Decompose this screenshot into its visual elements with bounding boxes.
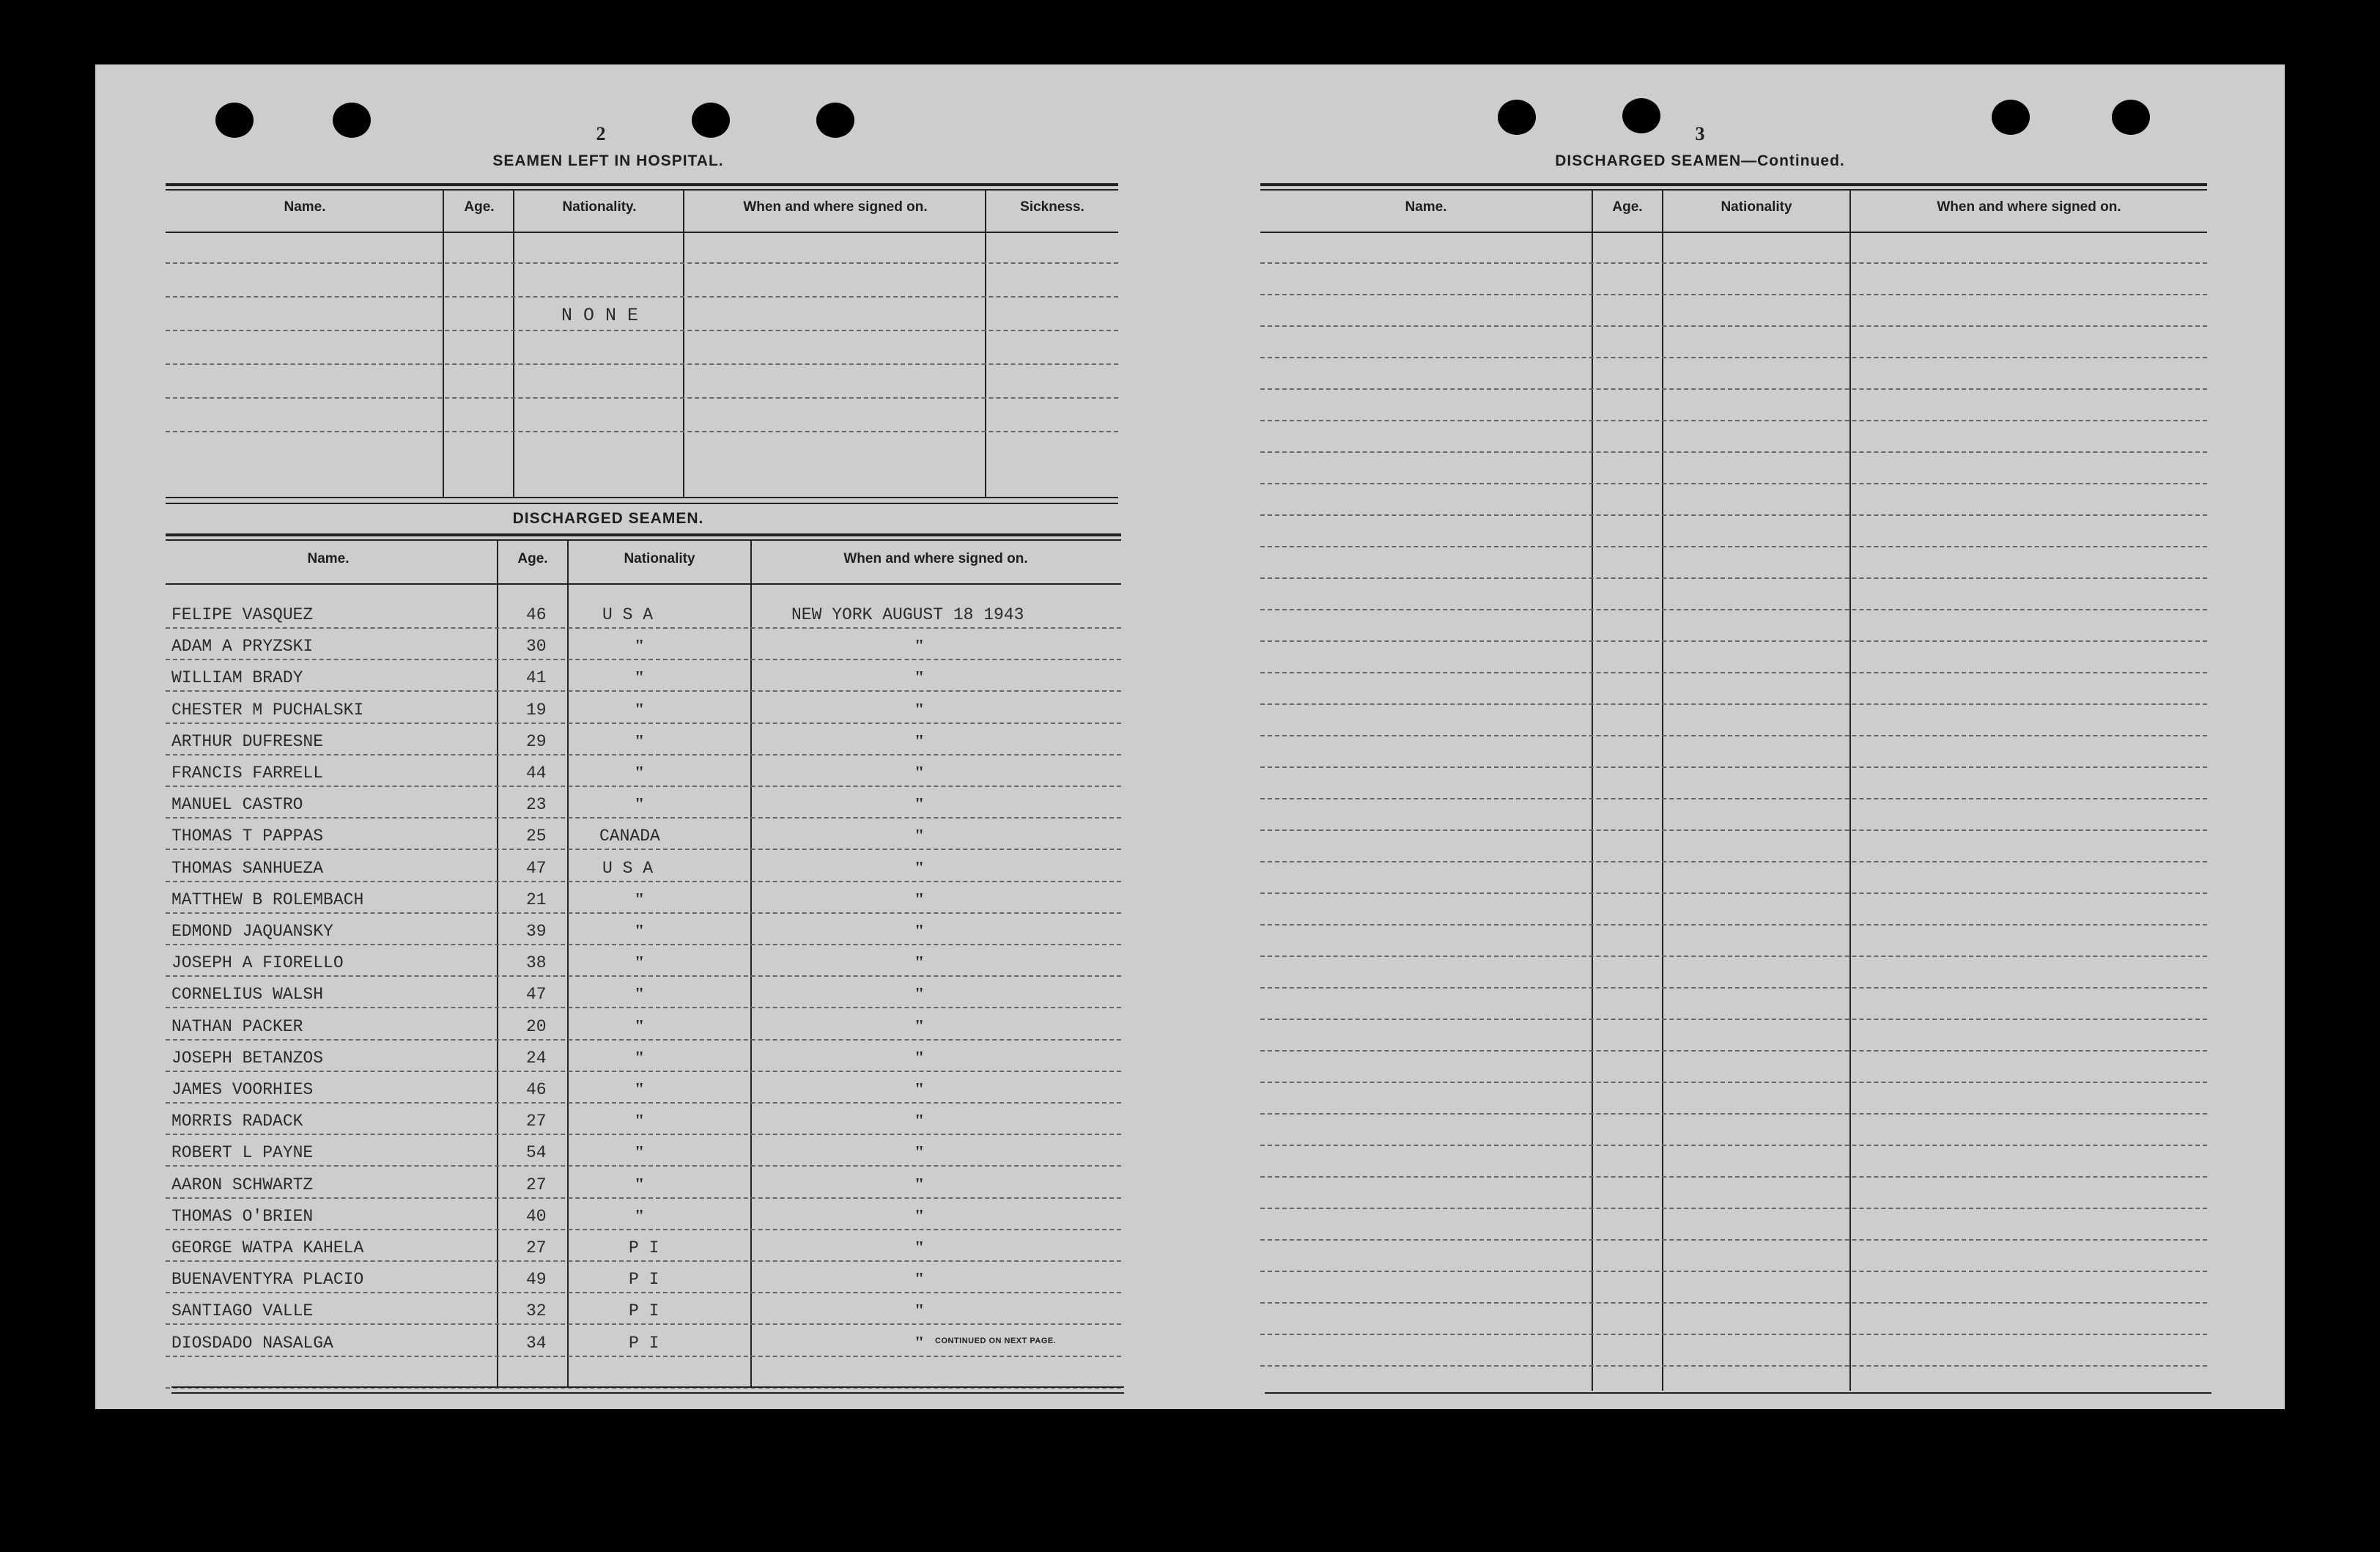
seaman-age: 20 [526,1016,547,1036]
ruled-line [1260,1176,2207,1178]
seaman-nationality: P I [629,1270,659,1290]
discharged-section-title: DISCHARGED SEAMEN. [512,510,704,527]
seaman-name: ROBERT L PAYNE [171,1143,314,1163]
seaman-signed-on: " [914,827,925,846]
header-rule [1260,232,2207,233]
seaman-name: THOMAS T PAPPAS [171,827,324,846]
ruled-line [1260,1239,2207,1241]
seaman-signed-on: " [914,858,925,878]
seaman-name: MANUEL CASTRO [171,795,303,815]
table-bottom-rule [171,1386,1124,1388]
ruled-line [166,944,1121,945]
table-top-rule [166,189,1118,191]
seaman-signed-on: " [914,1333,925,1353]
header-name: Name. [1405,199,1447,215]
seaman-signed-on: " [914,922,925,941]
ruled-line [166,627,1121,629]
ruled-line [1260,735,2207,736]
table-top-rule [166,533,1121,536]
header-signed-on: When and where signed on. [743,199,928,215]
seaman-age: 27 [526,1112,547,1131]
seaman-age: 46 [526,1080,547,1099]
ruled-line [166,1260,1121,1262]
right-page [1165,64,2285,1409]
seaman-age: 47 [526,985,547,1005]
seaman-nationality: " [635,1143,645,1163]
ruled-line [166,1039,1121,1041]
seaman-nationality: " [635,922,645,941]
seaman-signed-on: NEW YORK AUGUST 18 1943 [791,605,1024,624]
ruled-line [1260,672,2207,673]
table-top-rule [166,539,1121,541]
ruled-line [166,397,1118,399]
header-signed-on: When and where signed on. [1937,199,2121,215]
seaman-age: 40 [526,1206,547,1226]
ruled-line [1260,609,2207,610]
header-age: Age. [517,551,548,566]
ruled-line [1260,1302,2207,1304]
seaman-nationality: P I [629,1333,659,1353]
seaman-nationality: " [635,1048,645,1068]
seaman-signed-on: " [914,1048,925,1068]
seaman-age: 44 [526,764,547,783]
ruled-line [1260,1082,2207,1083]
ruled-line [166,1134,1121,1135]
seaman-name: JAMES VOORHIES [171,1080,314,1099]
seaman-name: AARON SCHWARTZ [171,1175,314,1194]
seaman-nationality: " [635,795,645,815]
seaman-signed-on: " [914,1016,925,1036]
seaman-age: 24 [526,1048,547,1068]
seaman-age: 32 [526,1301,547,1321]
hospital-none-entry: N O N E [561,305,639,326]
ruled-line [166,975,1121,977]
seaman-nationality: U S A [602,605,654,624]
header-age: Age. [464,199,495,215]
seaman-signed-on: " [914,890,925,909]
ruled-line [166,817,1121,819]
ruled-line [1260,294,2207,295]
seaman-name: DIOSDADO NASALGA [171,1333,333,1353]
seaman-nationality: " [635,1112,645,1131]
seaman-age: 38 [526,953,547,973]
ruled-line [1260,703,2207,705]
ruled-line [166,786,1121,787]
seaman-age: 27 [526,1238,547,1257]
seaman-nationality: " [635,637,645,657]
table-bottom-rule [1265,1392,2211,1394]
seaman-name: THOMAS O'BRIEN [171,1206,314,1226]
header-nationality: Nationality [1721,199,1792,215]
ruled-line [1260,1334,2207,1335]
seaman-name: BUENAVENTYRA PLACIO [171,1270,364,1290]
seaman-age: 19 [526,700,547,720]
ruled-line [1260,798,2207,799]
header-nationality: Nationality [624,551,695,566]
ruled-line [1260,893,2207,894]
seaman-signed-on: " [914,1080,925,1099]
table-bottom-rule [166,503,1118,504]
seaman-name: NATHAN PACKER [171,1016,303,1036]
seaman-nationality: " [635,731,645,751]
ruled-line [1260,861,2207,862]
seaman-signed-on: " [914,764,925,783]
ruled-line [166,912,1121,914]
ruled-line [1260,1019,2207,1020]
ruled-line [166,690,1121,692]
column-divider [567,539,569,1386]
seaman-nationality: " [635,1206,645,1226]
seaman-name: MATTHEW B ROLEMBACH [171,890,364,909]
ruled-line [1260,262,2207,264]
seaman-nationality: P I [629,1301,659,1321]
seaman-nationality: " [635,700,645,720]
seaman-nationality: " [635,764,645,783]
column-divider [750,539,752,1386]
seaman-name: SANTIAGO VALLE [171,1301,314,1321]
column-divider [985,189,986,497]
table-top-rule [1260,183,2207,186]
seaman-signed-on: " [914,1175,925,1194]
header-rule [166,583,1121,585]
header-name: Name. [307,551,350,566]
column-divider [443,189,444,497]
seaman-signed-on: " [914,953,925,973]
ruled-line [1260,546,2207,547]
column-divider [497,539,498,1386]
seaman-signed-on: " [914,1270,925,1290]
header-signed-on: When and where signed on. [843,551,1028,566]
seaman-name: JOSEPH BETANZOS [171,1048,324,1068]
ruled-line [1260,483,2207,484]
column-divider [1849,189,1851,1391]
seaman-age: 29 [526,731,547,751]
ruled-line [166,1323,1121,1325]
table-top-rule [166,183,1118,186]
header-sickness: Sickness. [1020,199,1084,215]
header-age: Age. [1612,199,1643,215]
ruled-line [166,1165,1121,1167]
seaman-nationality: " [635,985,645,1005]
seaman-signed-on: " [914,1112,925,1131]
seaman-age: 25 [526,827,547,846]
header-nationality: Nationality. [562,199,637,215]
left-page [95,64,1165,1409]
ruled-line [1260,640,2207,642]
seaman-age: 21 [526,890,547,909]
table-bottom-rule [166,497,1118,498]
seaman-name: THOMAS SANHUEZA [171,858,324,878]
ruled-line [166,363,1118,365]
ruled-line [166,1229,1121,1230]
seaman-name: ADAM A PRYZSKI [171,637,314,657]
ruled-line [1260,451,2207,453]
header-name: Name. [284,199,326,215]
seaman-age: 23 [526,795,547,815]
seaman-age: 34 [526,1333,547,1353]
seaman-nationality: " [635,1080,645,1099]
ruled-line [166,1007,1121,1008]
header-rule [166,232,1118,233]
ruled-line [1260,766,2207,768]
seaman-signed-on: " [914,700,925,720]
seaman-nationality: U S A [602,858,654,878]
seaman-signed-on: " [914,668,925,688]
column-divider [513,189,514,497]
seaman-age: 47 [526,858,547,878]
table-top-rule [1260,189,2207,191]
seaman-nationality: " [635,953,645,973]
ruled-line [1260,577,2207,579]
continued-section-title: DISCHARGED SEAMEN—Continued. [1555,152,1845,169]
ruled-line [1260,924,2207,925]
ruled-line [1260,357,2207,358]
ruled-line [1260,514,2207,516]
ruled-line [166,1102,1121,1104]
seaman-name: ARTHUR DUFRESNE [171,731,324,751]
seaman-nationality: " [635,890,645,909]
seaman-signed-on: " [914,1238,925,1257]
ruled-line [166,849,1121,850]
seaman-age: 39 [526,922,547,941]
ruled-line [166,1197,1121,1199]
table-bottom-rule [171,1392,1124,1394]
seaman-age: 41 [526,668,547,688]
ruled-line [166,296,1118,298]
ruled-line [1260,1145,2207,1146]
seaman-nationality: " [635,1175,645,1194]
column-divider [683,189,684,497]
ruled-line [166,330,1118,331]
page-number: 3 [1695,123,1705,144]
ruled-line [166,723,1121,724]
seaman-signed-on: " [914,795,925,815]
ruled-line [166,659,1121,660]
seaman-age: 30 [526,637,547,657]
ruled-line [166,1071,1121,1072]
ruled-line [1260,1365,2207,1367]
ruled-line [166,431,1118,432]
seaman-signed-on: " [914,731,925,751]
seaman-name: FRANCIS FARRELL [171,764,324,783]
seaman-age: 27 [526,1175,547,1194]
ruled-line [1260,956,2207,957]
ruled-line [166,262,1118,264]
hospital-section-title: SEAMEN LEFT IN HOSPITAL. [492,152,724,169]
seaman-name: EDMOND JAQUANSKY [171,922,333,941]
ruled-line [1260,1113,2207,1115]
ruled-line [166,1356,1121,1357]
ruled-line [166,1292,1121,1293]
seaman-name: GEORGE WATPA KAHELA [171,1238,364,1257]
ruled-line [1260,1050,2207,1052]
seaman-name: JOSEPH A FIORELLO [171,953,344,973]
ruled-line [1260,1271,2207,1272]
seaman-signed-on: " [914,985,925,1005]
seaman-nationality: CANADA [599,827,660,846]
ruled-line [1260,829,2207,831]
ruled-line [1260,388,2207,390]
ruled-line [1260,325,2207,327]
document-sheet [95,64,2285,1409]
ruled-line [1260,987,2207,989]
seaman-name: FELIPE VASQUEZ [171,605,314,624]
seaman-signed-on: " [914,637,925,657]
ruled-line [166,881,1121,882]
seaman-nationality: " [635,1016,645,1036]
seaman-nationality: " [635,668,645,688]
page-number: 2 [596,123,606,144]
seaman-name: CORNELIUS WALSH [171,985,324,1005]
ruled-line [1260,1208,2207,1209]
ruled-line [166,754,1121,755]
seaman-name: MORRIS RADACK [171,1112,303,1131]
seaman-age: 54 [526,1143,547,1163]
seaman-age: 46 [526,605,547,624]
continued-footnote: CONTINUED ON NEXT PAGE. [935,1337,1057,1345]
column-divider [1662,189,1663,1391]
seaman-signed-on: " [914,1143,925,1163]
seaman-nationality: P I [629,1238,659,1257]
column-divider [1592,189,1593,1391]
seaman-signed-on: " [914,1206,925,1226]
seaman-name: CHESTER M PUCHALSKI [171,700,364,720]
seaman-signed-on: " [914,1301,925,1321]
seaman-name: WILLIAM BRADY [171,668,303,688]
seaman-age: 49 [526,1270,547,1290]
ruled-line [1260,420,2207,421]
